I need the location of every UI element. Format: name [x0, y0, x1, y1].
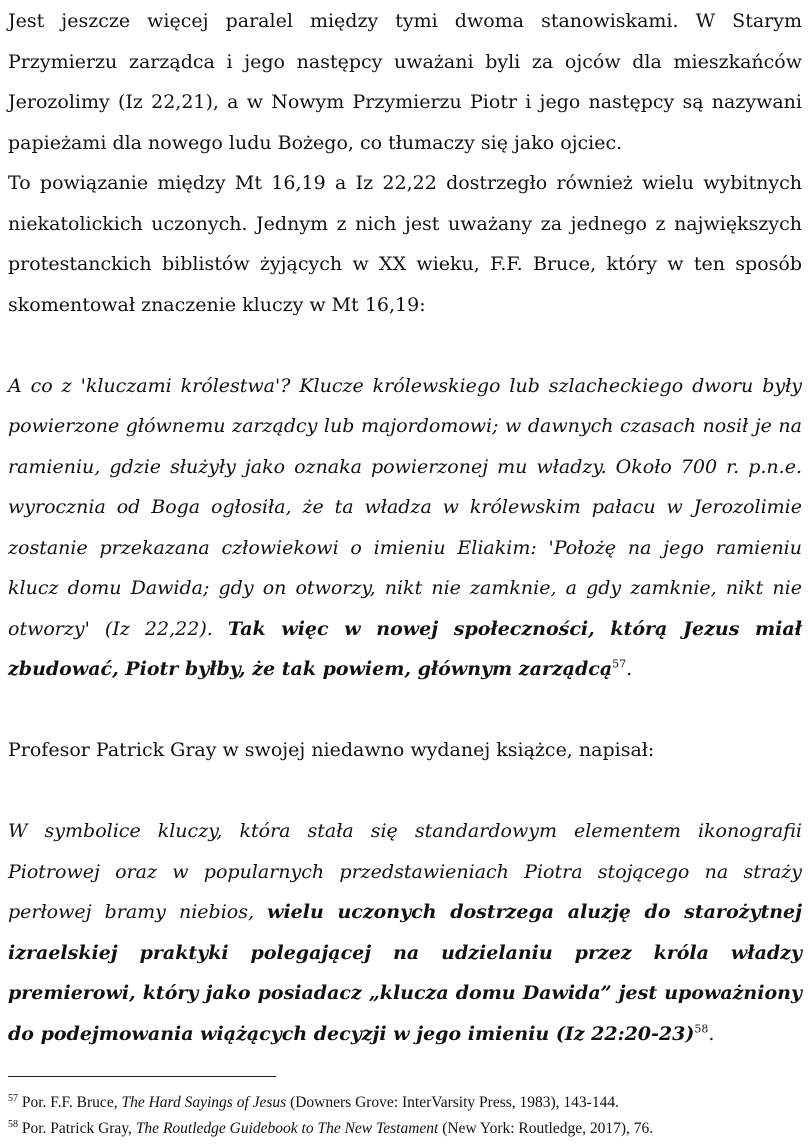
footnote-book-title: The Hard Sayings of Jesus	[121, 1094, 287, 1111]
spacer	[8, 690, 802, 731]
quote-gray	[8, 811, 802, 1054]
footnote-ref-57[interactable]: 57	[612, 657, 627, 671]
footnote-publication: (Downers Grove: InterVarsity Press, 1983), 143-144.	[286, 1094, 619, 1111]
quote-bruce-emphasis: Tak więc w nowej społeczności, którą Jezus miał zbudować, Piotr byłby, że tak powiem, głównym zarządcą	[8, 617, 802, 680]
quote-bruce-end: .	[626, 658, 633, 680]
quote-gray-emphasis: wielu uczonych dostrzega aluzję do starożytnej izraelskiej praktyki polegającej na udzielaniu przez króla władzy premierowi, który jako posiadacz „klucza domu Dawida” jest upoważniony do podejmowania wiążących decyzji w jego imieniu (Iz 22:20-23)	[8, 901, 803, 1045]
quote-bruce-text: A co z 'kluczami królestwa'? Klucze królewskiego lub szlacheckiego dworu były powierzone głównemu zarządcy lub majordomowi; w dawnych czasach nosił je na ramieniu, gdzie służyły jako oznaka powierzonej mu władzy. Około 700 r. p.n.e. wyrocznia od Boga ogłosiła, że ta władza w królewskim pałacu w Jerozolimie zostanie przekazana człowiekowi o imieniu Eliakim: 'Położę na jego ramieniu klucz domu Dawida; gdy on otworzy, nikt nie zamknie, a gdy zamknie, nikt nie otworzy' (Iz 22,22).	[8, 374, 802, 640]
quote-gray-text: W symbolice kluczy, która stała się standardowym elementem ikonografii Piotrowej oraz w popularnych przedstawieniach Piotra stojącego na straży perłowej bramy niebios,	[8, 820, 802, 923]
footnote-book-title: The Routledge Guidebook to The New Testament	[135, 1120, 439, 1137]
paragraph-parallels: Jest jeszcze więcej paralel między tymi dwoma stanowiskami. W Starym Przymierzu zarządca i jego następcy uważani byli za ojców dla mieszkańców Jerozolimy (Iz 22,21), a w Nowym Przymierzu Piotr i jego następcy są nazywani papieżami dla nowego ludu Bożego, co tłumaczy się jako ojciec.	[8, 10, 802, 154]
spacer	[8, 771, 802, 812]
footnote-57	[8, 1090, 798, 1116]
quote-bruce	[8, 366, 802, 690]
footnote-number: 58	[8, 1118, 18, 1130]
footnote-divider	[8, 1076, 276, 1077]
footnote-text: Por. Patrick Gray,	[21, 1120, 136, 1137]
quote-gray-end: .	[708, 1022, 715, 1045]
footnote-58	[8, 1116, 798, 1142]
footnote-ref-58[interactable]: 58	[694, 1022, 709, 1036]
paragraph-bruce-intro: To powiązanie między Mt 16,19 a Iz 22,22 dostrzegło również wielu wybitnych niekatolickich uczonych. Jednym z nich jest uważany za jednego z największych protestanckich biblistów żyjących w XX wieku, F.F. Bruce, który w ten sposób skomentował znaczenie kluczy w Mt 16,19:	[8, 172, 802, 316]
footnote-text: Por. F.F. Bruce,	[21, 1094, 122, 1111]
spacer	[8, 325, 802, 366]
footnote-number: 57	[8, 1092, 18, 1104]
footnote-publication: (New York: Routledge, 2017), 76.	[438, 1120, 654, 1137]
paragraph-gray-intro: Profesor Patrick Gray w swojej niedawno wydanej książce, napisał:	[8, 739, 655, 761]
footnotes	[8, 1090, 798, 1142]
